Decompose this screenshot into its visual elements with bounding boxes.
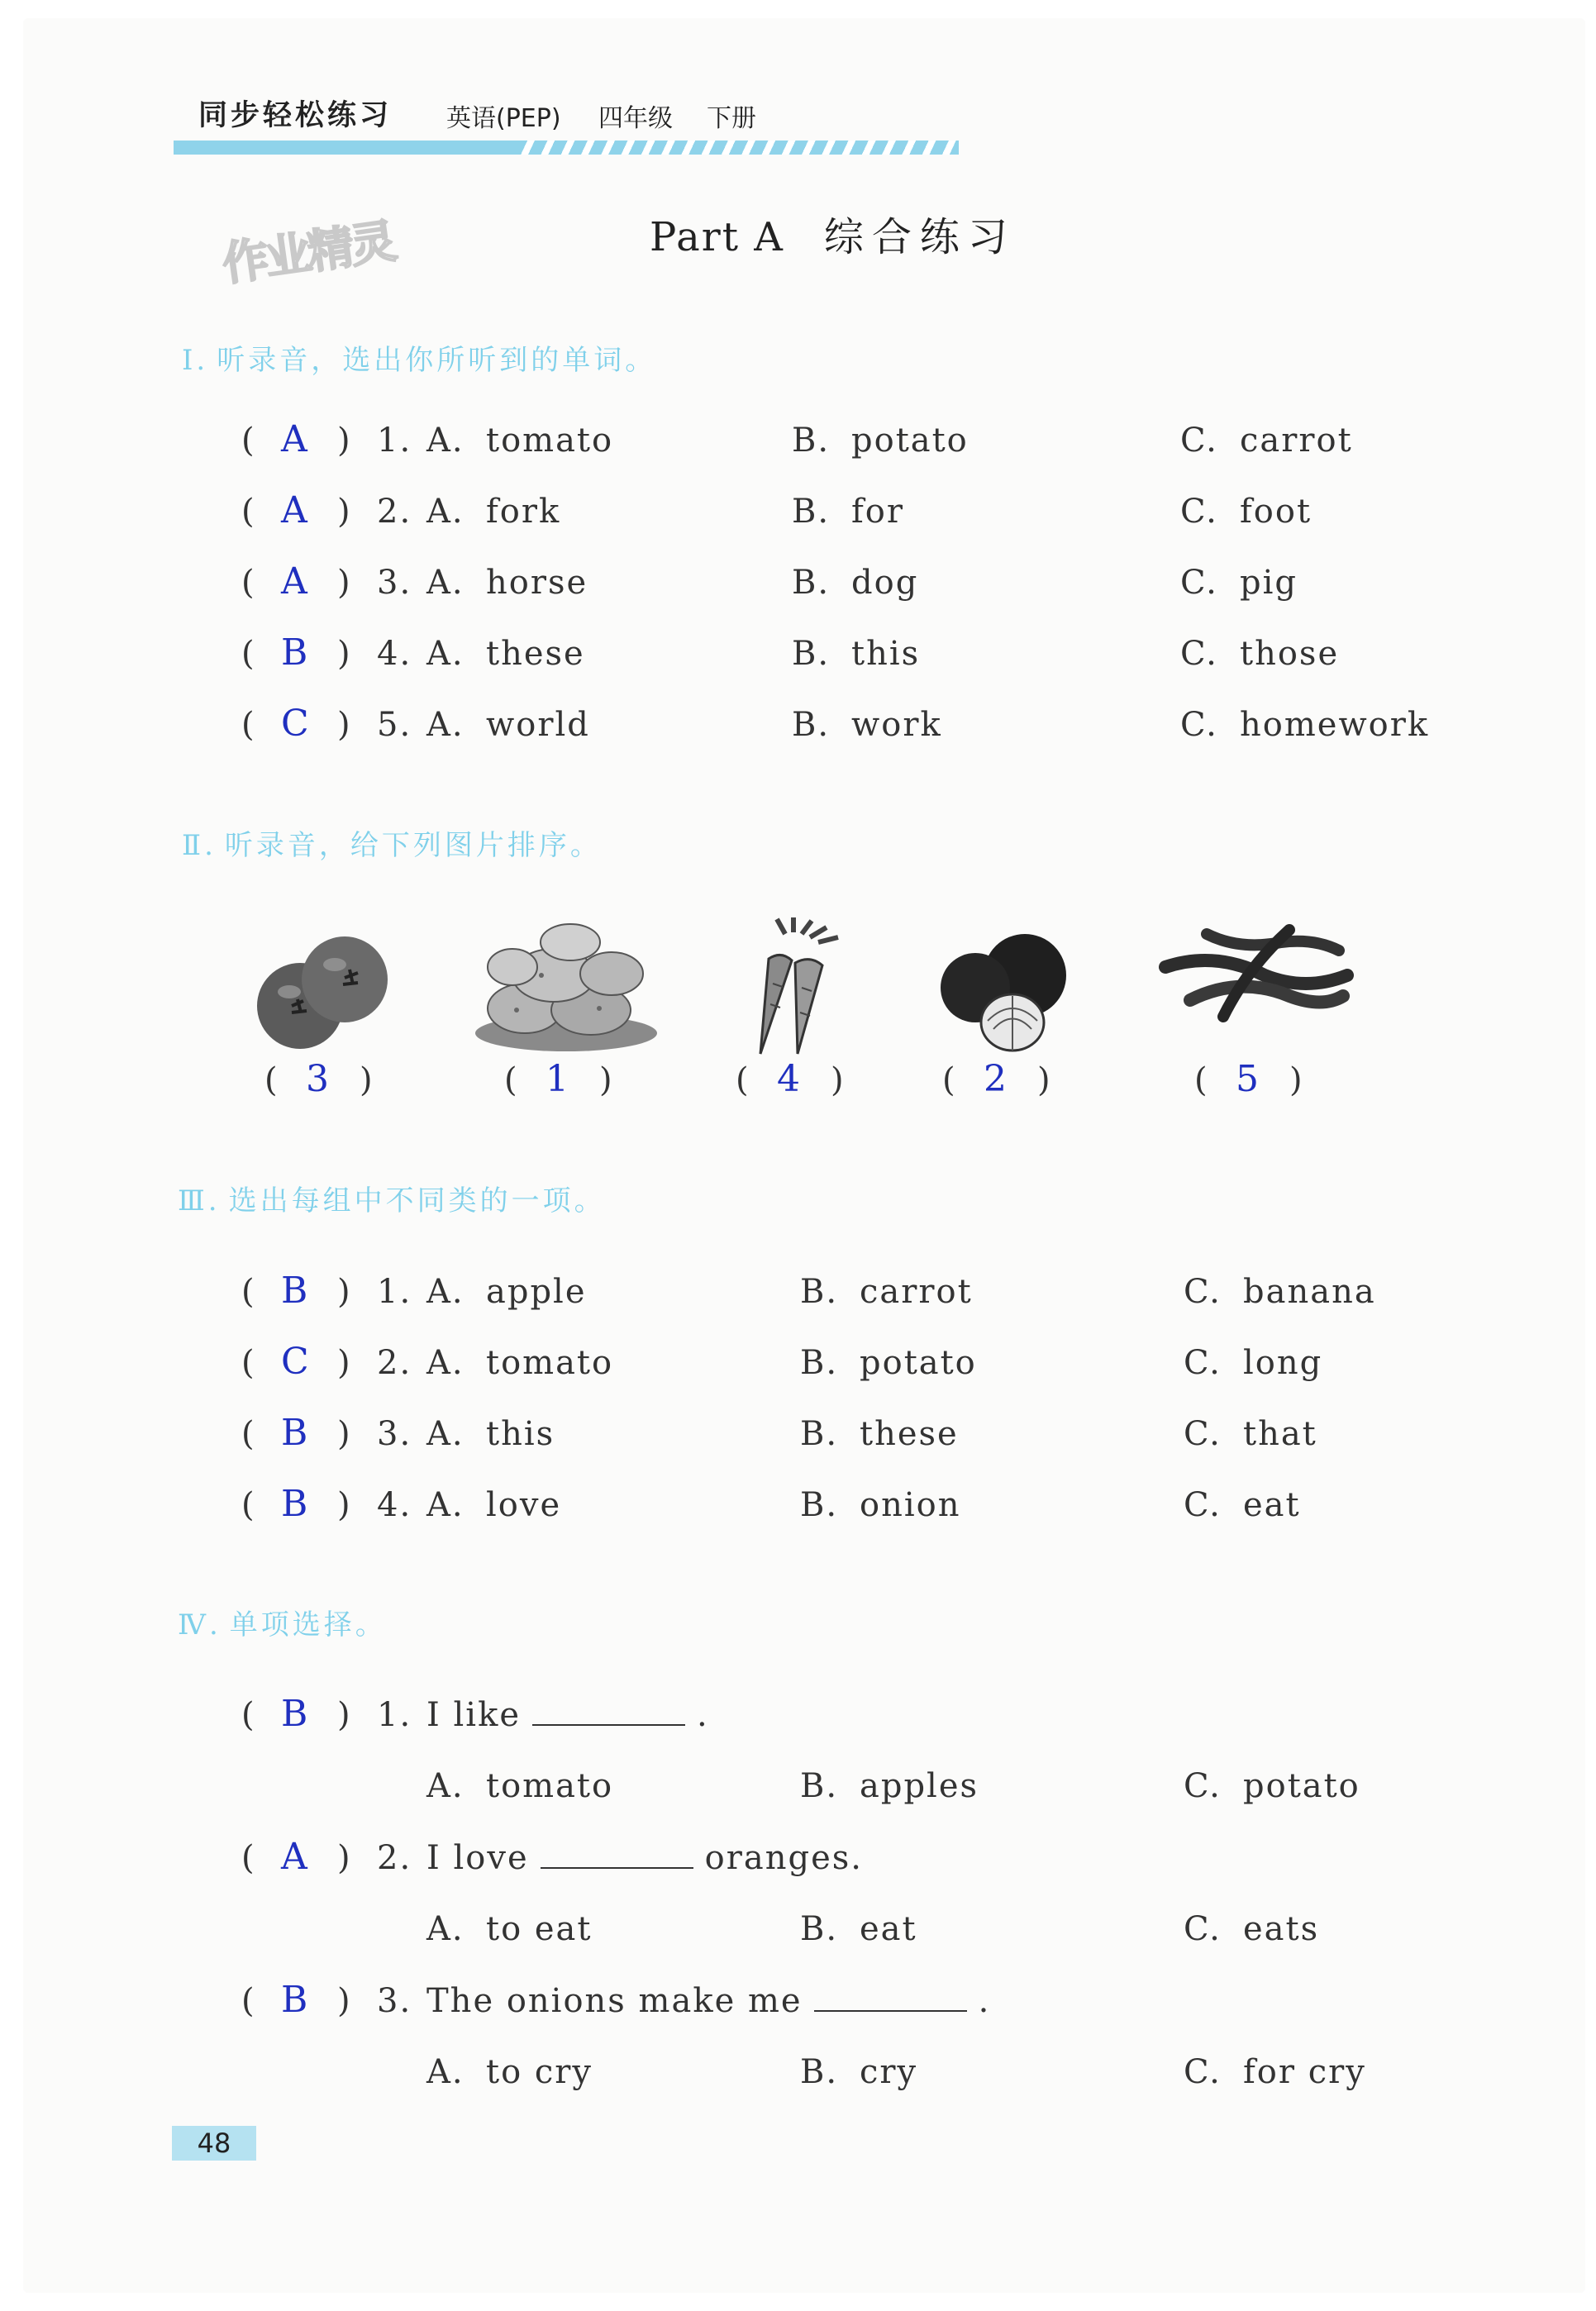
option-letter-a: A. (426, 1273, 465, 1311)
answer-blank (532, 1696, 685, 1726)
option-letter-c: C. (1180, 635, 1218, 673)
answer-letter: A (281, 418, 307, 460)
question-number: 3. (377, 564, 412, 602)
paren-close: ) (337, 1982, 350, 2020)
option-text-c: eat (1243, 1486, 1301, 1524)
paren-open: ( (1194, 1061, 1208, 1099)
option-text-a: to eat (486, 1910, 593, 1948)
option-letter-b: B. (800, 1273, 839, 1311)
option-text-b: carrot (860, 1273, 973, 1311)
option-text-b: potato (851, 422, 969, 460)
option-text-a: fork (486, 493, 561, 531)
paren-close: ) (599, 1061, 612, 1099)
paren-open: ( (241, 1696, 255, 1734)
option-text-b: onion (860, 1486, 961, 1524)
option-text-b: for (851, 493, 905, 531)
paren-close: ) (360, 1061, 373, 1099)
question-number: 2. (377, 1839, 412, 1877)
question-number: 3. (377, 1415, 412, 1453)
option-letter-a: A. (426, 1415, 465, 1453)
option-letter-b: B. (792, 493, 831, 531)
stem-text-end: . (978, 1982, 991, 2020)
page-number: 48 (172, 2126, 256, 2161)
answer-letter: B (281, 1693, 308, 1735)
book-volume: 下册 (707, 104, 756, 133)
option-text-a: love (486, 1486, 562, 1524)
title-part: Part A (650, 214, 784, 260)
option-letter-a: A. (426, 422, 465, 460)
stem-text: I like (426, 1696, 522, 1734)
answer-blank (814, 1982, 967, 2012)
option-letter-b: B. (800, 1415, 839, 1453)
question-number: 1. (377, 1696, 412, 1734)
option-text-a: apple (486, 1273, 587, 1311)
picture-order-number: 5 (1236, 1058, 1259, 1100)
question-number: 4. (377, 635, 412, 673)
option-letter-b: B. (800, 1344, 839, 1382)
option-letter-b: B. (792, 706, 831, 744)
section-4-text: 单项选择。 (229, 1608, 387, 1642)
picture-order-number: 2 (984, 1058, 1007, 1100)
paren-close: ) (337, 1415, 350, 1453)
option-letter-c: C. (1184, 1273, 1222, 1311)
paren-open: ( (241, 1982, 255, 2020)
paren-close: ) (337, 1344, 350, 1382)
paren-open: ( (241, 1344, 255, 1382)
paren-close: ) (337, 1839, 350, 1877)
section-4-heading (178, 1602, 387, 1642)
question-number: 1. (377, 1273, 412, 1311)
option-letter-c: C. (1180, 706, 1218, 744)
section-1-text: 听录音，选出你所听到的单词。 (217, 344, 657, 377)
paren-close: ) (337, 635, 350, 673)
option-letter-a: A. (426, 706, 465, 744)
header-stripe-solid (174, 141, 521, 155)
paren-open: ( (241, 1415, 255, 1453)
option-text-a: to cry (486, 2053, 593, 2091)
paren-close: ) (337, 1696, 350, 1734)
option-letter-c: C. (1184, 1415, 1222, 1453)
option-letter-a: A. (426, 1767, 465, 1805)
answer-letter: B (281, 1270, 308, 1312)
question-number: 5. (377, 706, 412, 744)
option-letter-c: C. (1184, 1910, 1222, 1948)
option-text-a: this (486, 1415, 555, 1453)
option-text-c: potato (1243, 1767, 1360, 1805)
potatoes-icon (467, 917, 665, 1061)
option-text-c: long (1243, 1344, 1323, 1382)
option-letter-b: B. (800, 2053, 839, 2091)
answer-letter: B (281, 1483, 308, 1525)
section-2-heading (182, 822, 602, 863)
section-2-number: Ⅱ. (182, 829, 217, 862)
paren-open: ( (264, 1061, 278, 1099)
answer-blank (541, 1839, 693, 1869)
paren-close: ) (337, 1273, 350, 1311)
option-text-b: apples (860, 1767, 979, 1805)
answer-letter: A (281, 489, 307, 531)
paren-close: ) (337, 422, 350, 460)
stem-text: The onions make me (426, 1982, 803, 2020)
option-text-b: work (851, 706, 942, 744)
option-text-b: eat (860, 1910, 917, 1948)
book-series-title: 同步轻松练习 (198, 99, 393, 132)
option-text-c: pig (1240, 564, 1298, 602)
option-text-a: tomato (486, 1344, 614, 1382)
paren-open: ( (241, 635, 255, 673)
option-letter-c: C. (1184, 1344, 1222, 1382)
answer-letter: B (281, 631, 308, 674)
picture-order-number: 4 (777, 1058, 800, 1100)
option-text-b: potato (860, 1344, 977, 1382)
paren-close: ) (1037, 1061, 1051, 1099)
section-3-number: Ⅲ. (178, 1184, 221, 1217)
answer-letter: C (281, 1341, 309, 1383)
section-4-number: Ⅳ. (178, 1608, 222, 1642)
answer-letter: A (281, 560, 307, 603)
section-2-text: 听录音，给下列图片排序。 (224, 829, 602, 862)
option-letter-b: B. (800, 1767, 839, 1805)
carrots-icon (736, 917, 860, 1061)
option-letter-b: B. (792, 635, 831, 673)
option-letter-a: A. (426, 1344, 465, 1382)
stem-text-end: . (697, 1696, 709, 1734)
option-letter-c: C. (1180, 422, 1218, 460)
question-number: 2. (377, 493, 412, 531)
paren-close: ) (337, 564, 350, 602)
stem-text-end: oranges. (704, 1839, 864, 1877)
option-text-c: eats (1243, 1910, 1320, 1948)
paren-open: ( (241, 1486, 255, 1524)
option-letter-a: A. (426, 1910, 465, 1948)
tomatoes-icon (252, 930, 393, 1057)
option-letter-b: B. (800, 1910, 839, 1948)
paren-open: ( (736, 1061, 749, 1099)
question-number: 2. (377, 1344, 412, 1382)
option-letter-a: A. (426, 1486, 465, 1524)
option-text-c: banana (1243, 1273, 1376, 1311)
option-text-b: cry (860, 2053, 918, 2091)
option-letter-b: B. (800, 1486, 839, 1524)
question-number: 1. (377, 422, 412, 460)
option-letter-c: C. (1184, 1486, 1222, 1524)
option-letter-c: C. (1180, 564, 1218, 602)
option-text-a: tomato (486, 1767, 614, 1805)
option-letter-a: A. (426, 635, 465, 673)
option-letter-c: C. (1180, 493, 1218, 531)
watermark-logo: 作业精灵 (219, 214, 398, 293)
paren-open: ( (241, 564, 255, 602)
picture-order-number: 3 (306, 1058, 329, 1100)
option-letter-b: B. (792, 564, 831, 602)
question-stem (426, 1839, 863, 1877)
stem-text: I love (426, 1839, 529, 1877)
green-beans-icon (1157, 917, 1355, 1036)
option-text-c: carrot (1240, 422, 1353, 460)
title-name: 综合练习 (823, 214, 1016, 260)
paren-close: ) (831, 1061, 844, 1099)
option-text-b: these (860, 1415, 959, 1453)
answer-letter: B (281, 1979, 308, 2021)
paren-open: ( (241, 422, 255, 460)
option-text-c: foot (1240, 493, 1313, 531)
question-stem (426, 1696, 709, 1734)
option-text-a: these (486, 635, 585, 673)
option-text-c: homework (1240, 706, 1430, 744)
option-text-b: dog (851, 564, 919, 602)
paren-close: ) (337, 706, 350, 744)
option-text-a: horse (486, 564, 588, 602)
option-text-c: that (1243, 1415, 1317, 1453)
option-letter-a: A. (426, 2053, 465, 2091)
answer-letter: A (281, 1836, 307, 1878)
option-text-a: tomato (486, 422, 614, 460)
section-1-number: Ⅰ. (182, 344, 209, 377)
paren-open: ( (241, 706, 255, 744)
option-letter-a: A. (426, 493, 465, 531)
paren-open: ( (942, 1061, 955, 1099)
paren-close: ) (337, 1486, 350, 1524)
onions-icon (934, 930, 1074, 1057)
option-text-c: for cry (1243, 2053, 1366, 2091)
option-letter-c: C. (1184, 1767, 1222, 1805)
section-3-text: 选出每组中不同类的一项。 (228, 1184, 606, 1217)
section-1-heading (182, 337, 656, 378)
page-title (650, 205, 1016, 262)
section-3-heading (178, 1178, 606, 1218)
question-stem (426, 1982, 990, 2020)
paren-open: ( (241, 1839, 255, 1877)
paren-open: ( (241, 1273, 255, 1311)
option-letter-b: B. (792, 422, 831, 460)
option-letter-a: A. (426, 564, 465, 602)
paren-open: ( (241, 493, 255, 531)
paren-close: ) (337, 493, 350, 531)
option-text-b: this (851, 635, 921, 673)
paren-close: ) (1289, 1061, 1303, 1099)
option-text-c: those (1240, 635, 1340, 673)
option-text-a: world (486, 706, 590, 744)
answer-letter: B (281, 1412, 308, 1454)
book-grade: 四年级 (598, 104, 673, 133)
paren-open: ( (504, 1061, 517, 1099)
question-number: 4. (377, 1486, 412, 1524)
question-number: 3. (377, 1982, 412, 2020)
answer-letter: C (281, 703, 309, 745)
picture-order-number: 1 (545, 1058, 569, 1100)
option-letter-c: C. (1184, 2053, 1222, 2091)
book-subject: 英语(PEP) (446, 104, 561, 133)
